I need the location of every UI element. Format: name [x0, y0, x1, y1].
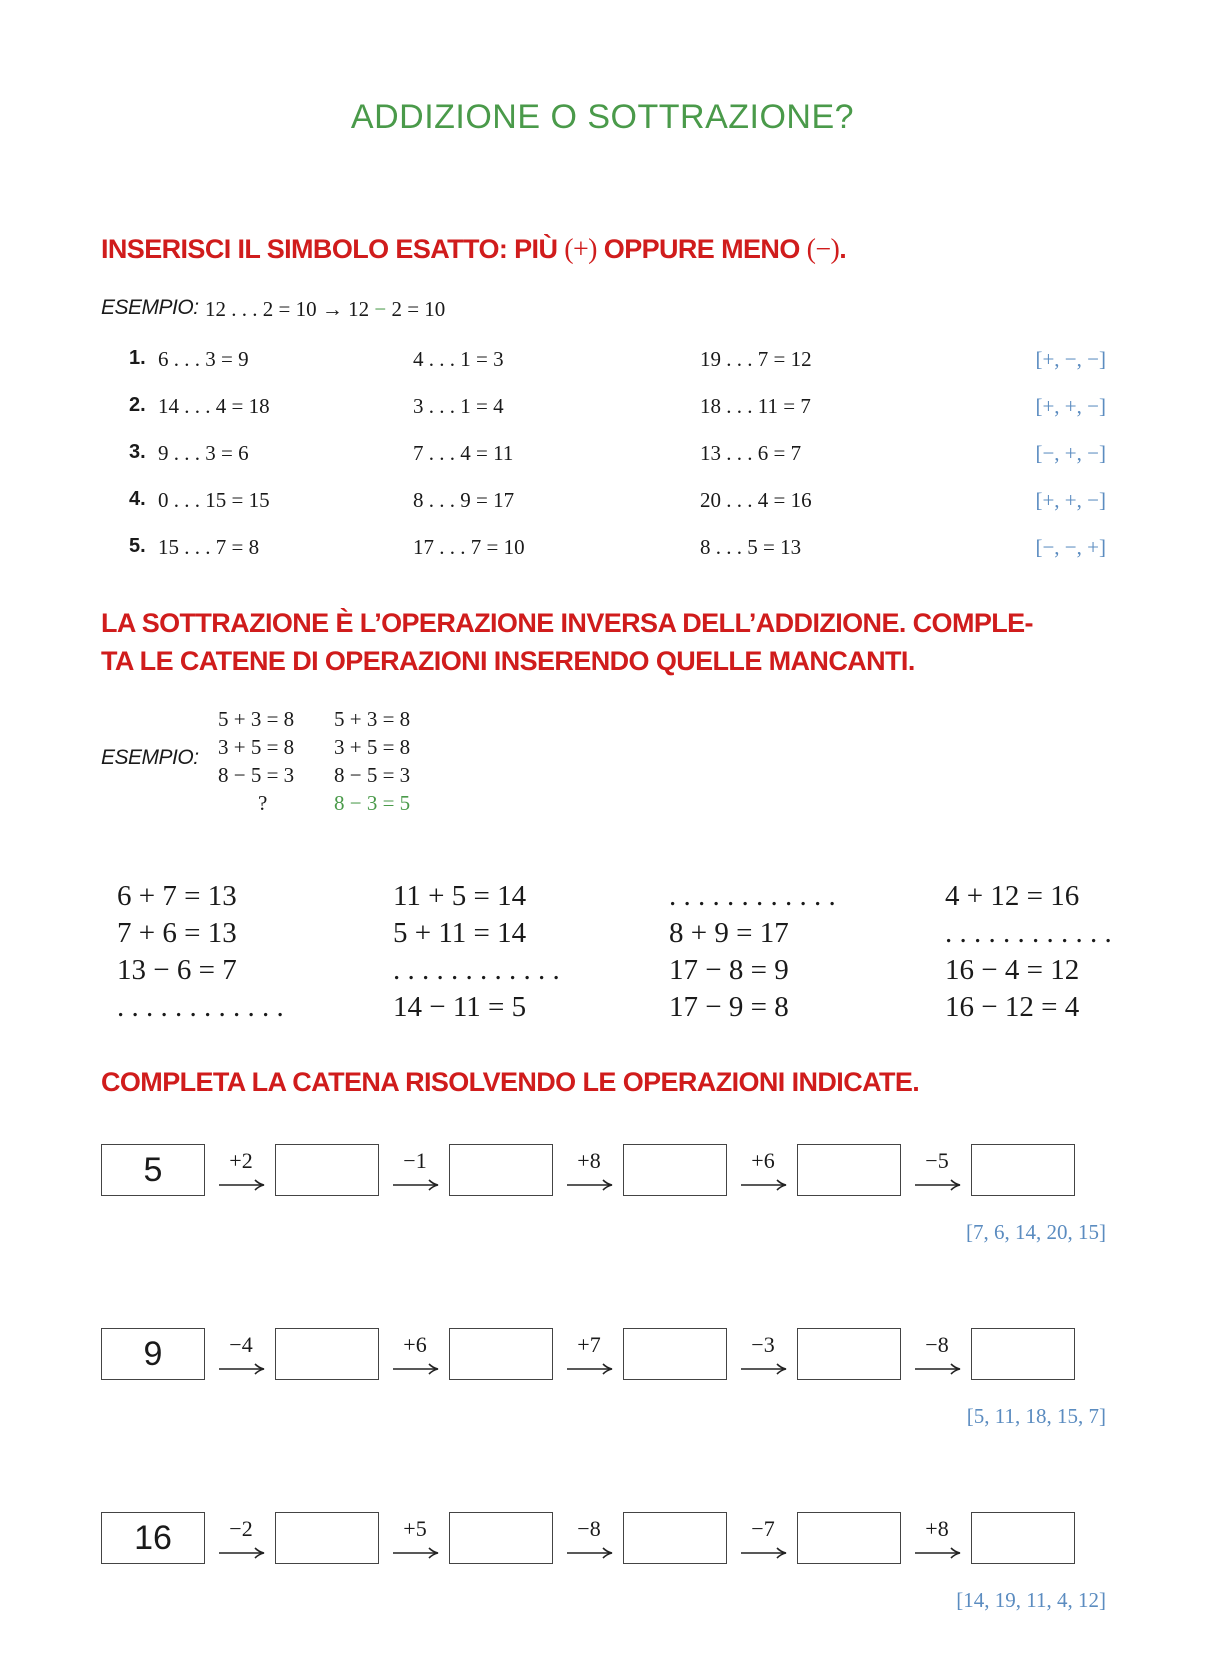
row-answer: [+, −, −] — [1035, 347, 1106, 371]
right-arrow-icon — [914, 1546, 962, 1560]
right-arrow-icon — [566, 1178, 614, 1192]
right-arrow-icon — [566, 1362, 614, 1376]
example-2-line: 3 + 5 = 8 — [334, 735, 411, 759]
answer-box[interactable] — [275, 1144, 379, 1196]
operation-label: −7 — [751, 1516, 775, 1541]
operation-arrow — [216, 1144, 272, 1196]
section1-heading-middle: OPPURE MENO — [596, 234, 807, 264]
answer-box[interactable] — [971, 1512, 1075, 1564]
section3-heading: COMPLETA LA CATENA RISOLVENDO LE OPERAZIONI INDICATE. — [101, 1067, 920, 1097]
operation-label: +5 — [403, 1516, 427, 1541]
row-equation: 14 . . . 4 = 18 — [158, 394, 270, 418]
operation-label: −2 — [229, 1516, 253, 1541]
operation-arrow — [738, 1144, 794, 1196]
operation-label: +8 — [925, 1516, 949, 1541]
row-equation: 15 . . . 7 = 8 — [158, 535, 260, 559]
right-arrow-icon — [392, 1362, 440, 1376]
right-arrow-icon — [914, 1178, 962, 1192]
answer-box[interactable] — [623, 1144, 727, 1196]
chain-equation: 6 + 7 = 13 — [117, 880, 237, 912]
operation-arrow — [390, 1144, 446, 1196]
right-arrow-icon — [218, 1362, 266, 1376]
answer-box[interactable] — [449, 1328, 553, 1380]
row-equation: 7 . . . 4 = 11 — [413, 441, 514, 465]
plus-symbol: (+) — [564, 234, 597, 265]
example-2-line: 3 + 5 = 8 — [218, 735, 295, 759]
section2-heading — [101, 604, 1111, 680]
right-arrow-icon — [218, 1178, 266, 1192]
right-arrow-icon — [218, 1546, 266, 1560]
operation-chain — [669, 878, 836, 1026]
operation-label: +7 — [577, 1332, 601, 1357]
example-1-question: 12 . . . 2 = 10 → 12 — [205, 297, 375, 321]
blank-line: . . . . . . . . . . . . — [669, 880, 836, 912]
operation-label: −1 — [403, 1148, 427, 1173]
chain-answer: [7, 6, 14, 20, 15] — [966, 1220, 1106, 1244]
exercise-row — [0, 488, 1205, 518]
row-equation: 20 . . . 4 = 16 — [700, 488, 812, 512]
operation-label: +6 — [403, 1332, 427, 1357]
row-equation: 8 . . . 9 = 17 — [413, 488, 515, 512]
answer-box[interactable] — [797, 1512, 901, 1564]
operation-arrow — [738, 1512, 794, 1564]
row-equation: 8 . . . 5 = 13 — [700, 535, 802, 559]
answer-box[interactable] — [797, 1328, 901, 1380]
blank-line: . . . . . . . . . . . . — [117, 991, 284, 1023]
example-2-line: 5 + 3 = 8 — [334, 707, 411, 731]
chain-start-box: 5 — [101, 1144, 205, 1196]
chain-answer: [14, 19, 11, 4, 12] — [956, 1588, 1106, 1612]
row-answer: [+, +, −] — [1035, 488, 1106, 512]
answer-box[interactable] — [797, 1144, 901, 1196]
right-arrow-icon — [392, 1178, 440, 1192]
chain-equation: 8 + 9 = 17 — [669, 917, 789, 949]
chain-answer: [5, 11, 18, 15, 7] — [966, 1404, 1106, 1428]
row-number: 2. — [129, 394, 146, 416]
row-answer: [−, +, −] — [1035, 441, 1106, 465]
chain-start-box: 9 — [101, 1328, 205, 1380]
operation-arrow — [738, 1328, 794, 1380]
row-equation: 19 . . . 7 = 12 — [700, 347, 812, 371]
chain-equation: 16 − 12 = 4 — [945, 991, 1080, 1023]
chain-equation: 7 + 6 = 13 — [117, 917, 237, 949]
section2-heading-line2: TA LE CATENE DI OPERAZIONI INSERENDO QUELLE MANCANTI. — [101, 646, 915, 676]
row-number: 3. — [129, 441, 146, 463]
operation-arrow — [216, 1328, 272, 1380]
row-answer: [−, −, +] — [1035, 535, 1106, 559]
right-arrow-icon — [392, 1546, 440, 1560]
exercise-row — [0, 535, 1205, 565]
example-2-left-column — [218, 705, 294, 817]
section1-heading-prefix: INSERISCI IL SIMBOLO ESATTO: PIÙ — [101, 234, 565, 264]
operation-label: +6 — [751, 1148, 775, 1173]
operation-label: +2 — [229, 1148, 253, 1173]
operation-chain — [117, 878, 284, 1026]
answer-box[interactable] — [623, 1328, 727, 1380]
example-label-1: ESEMPIO: — [101, 296, 199, 319]
row-equation: 9 . . . 3 = 6 — [158, 441, 249, 465]
row-equation: 4 . . . 1 = 3 — [413, 347, 504, 371]
row-equation: 0 . . . 15 = 15 — [158, 488, 270, 512]
right-arrow-icon — [740, 1362, 788, 1376]
exercise-row — [0, 441, 1205, 471]
right-arrow-icon — [914, 1362, 962, 1376]
chain-equation: 17 − 9 = 8 — [669, 991, 789, 1023]
operation-label: −8 — [577, 1516, 601, 1541]
operation-arrow — [564, 1144, 620, 1196]
exercise-row — [0, 394, 1205, 424]
row-answer: [+, +, −] — [1035, 394, 1106, 418]
chain-equation: 13 − 6 = 7 — [117, 954, 237, 986]
operation-arrow — [912, 1144, 968, 1196]
operation-arrow — [912, 1328, 968, 1380]
section2-heading-line1: LA SOTTRAZIONE È L’OPERAZIONE INVERSA DELL’ADDIZIONE. COMPLE- — [101, 608, 1033, 638]
answer-box[interactable] — [971, 1328, 1075, 1380]
row-equation: 18 . . . 11 = 7 — [700, 394, 811, 418]
example-2-line: 5 + 3 = 8 — [218, 707, 295, 731]
right-arrow-icon — [740, 1178, 788, 1192]
row-number: 1. — [129, 347, 146, 369]
operation-arrow — [390, 1512, 446, 1564]
right-arrow-icon — [566, 1546, 614, 1560]
answer-box[interactable] — [275, 1512, 379, 1564]
answer-box[interactable] — [275, 1328, 379, 1380]
operation-label: −5 — [925, 1148, 949, 1173]
answer-box[interactable] — [449, 1144, 553, 1196]
example-2-line: 8 − 5 = 3 — [334, 763, 411, 787]
exercise-row — [0, 347, 1205, 377]
operation-arrow — [390, 1328, 446, 1380]
row-equation: 3 . . . 1 = 4 — [413, 394, 504, 418]
section1-heading-suffix: . — [839, 234, 847, 264]
example-label-2: ESEMPIO: — [101, 746, 199, 769]
operation-label: −3 — [751, 1332, 775, 1357]
answer-box[interactable] — [971, 1144, 1075, 1196]
chain-equation: 17 − 8 = 9 — [669, 954, 789, 986]
chain-start-box: 16 — [101, 1512, 205, 1564]
row-equation: 6 . . . 3 = 9 — [158, 347, 249, 371]
row-number: 5. — [129, 535, 146, 557]
answer-box[interactable] — [449, 1512, 553, 1564]
chain-equation: 14 − 11 = 5 — [393, 991, 527, 1023]
example-1-text — [205, 297, 445, 322]
blank-line: . . . . . . . . . . . . — [945, 917, 1112, 949]
example-2-line: 8 − 3 = 5 — [334, 791, 411, 815]
chain-equation: 4 + 12 = 16 — [945, 880, 1080, 912]
row-equation: 13 . . . 6 = 7 — [700, 441, 802, 465]
page-title: ADDIZIONE O SOTTRAZIONE? — [350, 98, 855, 136]
section1-heading — [101, 230, 1111, 269]
operation-chain — [945, 878, 1112, 1026]
answer-box[interactable] — [623, 1512, 727, 1564]
operation-label: −8 — [925, 1332, 949, 1357]
example-2-right-column — [334, 705, 410, 817]
example-2-line: 8 − 5 = 3 — [218, 763, 295, 787]
blank-line: . . . . . . . . . . . . — [393, 954, 560, 986]
chain-equation: 11 + 5 = 14 — [393, 880, 527, 912]
operation-arrow — [216, 1512, 272, 1564]
operation-label: −4 — [229, 1332, 253, 1357]
chain-equation: 16 − 4 = 12 — [945, 954, 1080, 986]
right-arrow-icon — [740, 1546, 788, 1560]
operation-chain — [393, 878, 560, 1026]
row-equation: 17 . . . 7 = 10 — [413, 535, 525, 559]
operation-arrow — [564, 1512, 620, 1564]
operation-arrow — [912, 1512, 968, 1564]
operation-arrow — [564, 1328, 620, 1380]
chain-equation: 5 + 11 = 14 — [393, 917, 527, 949]
row-number: 4. — [129, 488, 146, 510]
operation-label: +8 — [577, 1148, 601, 1173]
minus-symbol: (−) — [806, 234, 840, 265]
example-2-line: ? — [258, 791, 268, 815]
example-1-answer-symbol: − — [374, 297, 387, 321]
example-1-rest: 2 = 10 — [386, 297, 446, 321]
